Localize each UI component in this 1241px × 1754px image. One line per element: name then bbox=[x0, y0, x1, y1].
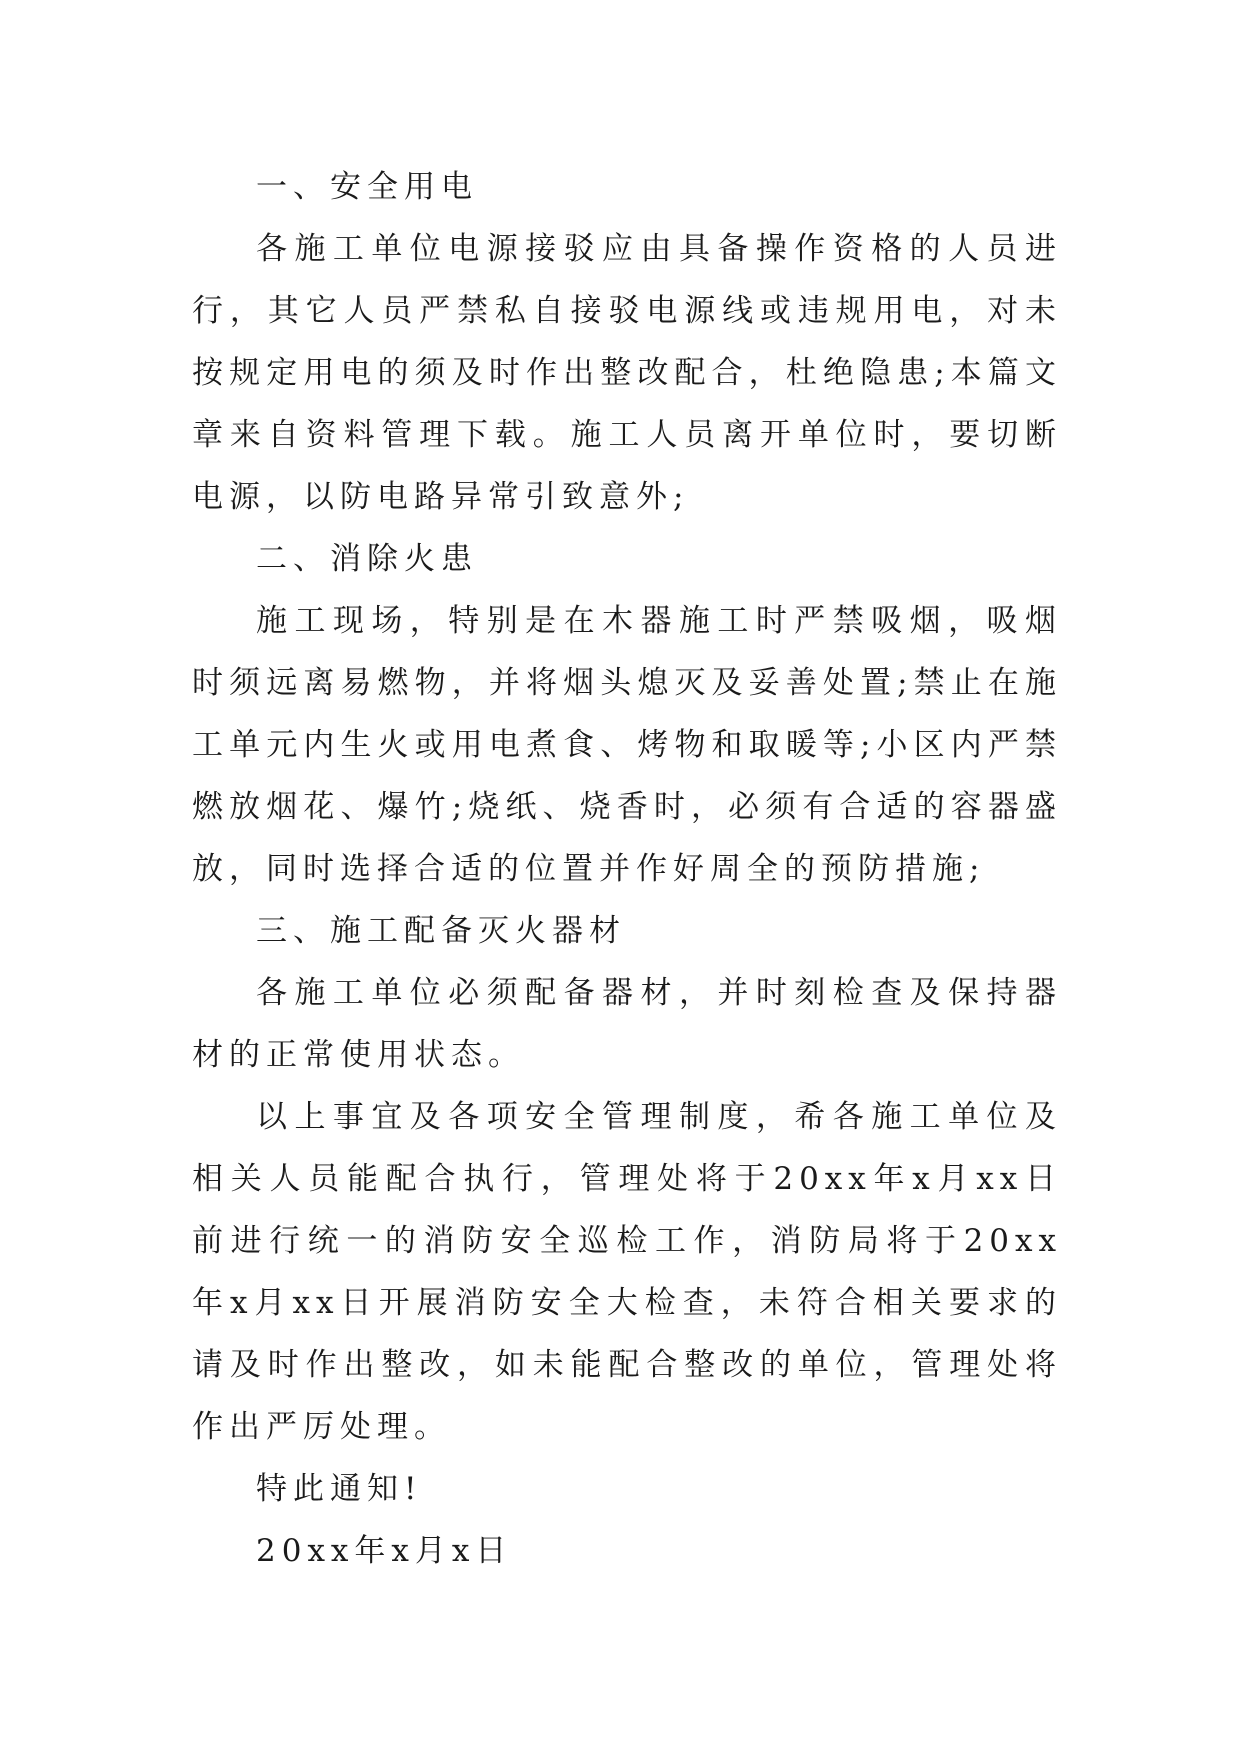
closing-paragraph: 以上事宜及各项安全管理制度，希各施工单位及相关人员能配合执行，管理处将于20xx年x月xx日前进行统一的消防安全巡检工作，消防局将于20xx年x月xx日开展消防安全大检查，未符合相关要求的请及时作出整改，如未能配合整改的单位，管理处将作出严厉处理。 bbox=[192, 1099, 1062, 1445]
section-body-fire-equipment: 各施工单位必须配备器材，并时刻检查及保持器材的正常使用状态。 bbox=[192, 975, 1062, 1073]
notice-line: 特此通知! bbox=[256, 1471, 423, 1507]
section-heading-fire-hazard: 二、消除火患 bbox=[256, 541, 478, 577]
section-heading-fire-equipment: 三、施工配备灭火器材 bbox=[256, 913, 626, 949]
section-body-electricity: 各施工单位电源接驳应由具备操作资格的人员进行，其它人员严禁私自接驳电源线或违规用电，对未按规定用电的须及时作出整改配合，杜绝隐患;本篇文章来自资料管理下载。施工人员离开单位时，要切断电源，以防电路异常引致意外; bbox=[192, 231, 1062, 515]
section-heading-electricity: 一、安全用电 bbox=[256, 169, 478, 205]
date-line: 20xx年x月x日 bbox=[256, 1533, 513, 1569]
document-body bbox=[192, 156, 1062, 1582]
section-body-fire-hazard: 施工现场，特别是在木器施工时严禁吸烟，吸烟时须远离易燃物，并将烟头熄灭及妥善处置;禁止在施工单元内生火或用电煮食、烤物和取暖等;小区内严禁燃放烟花、爆竹;烧纸、烧香时，必须有合适的容器盛放，同时选择合适的位置并作好周全的预防措施; bbox=[192, 603, 1062, 887]
